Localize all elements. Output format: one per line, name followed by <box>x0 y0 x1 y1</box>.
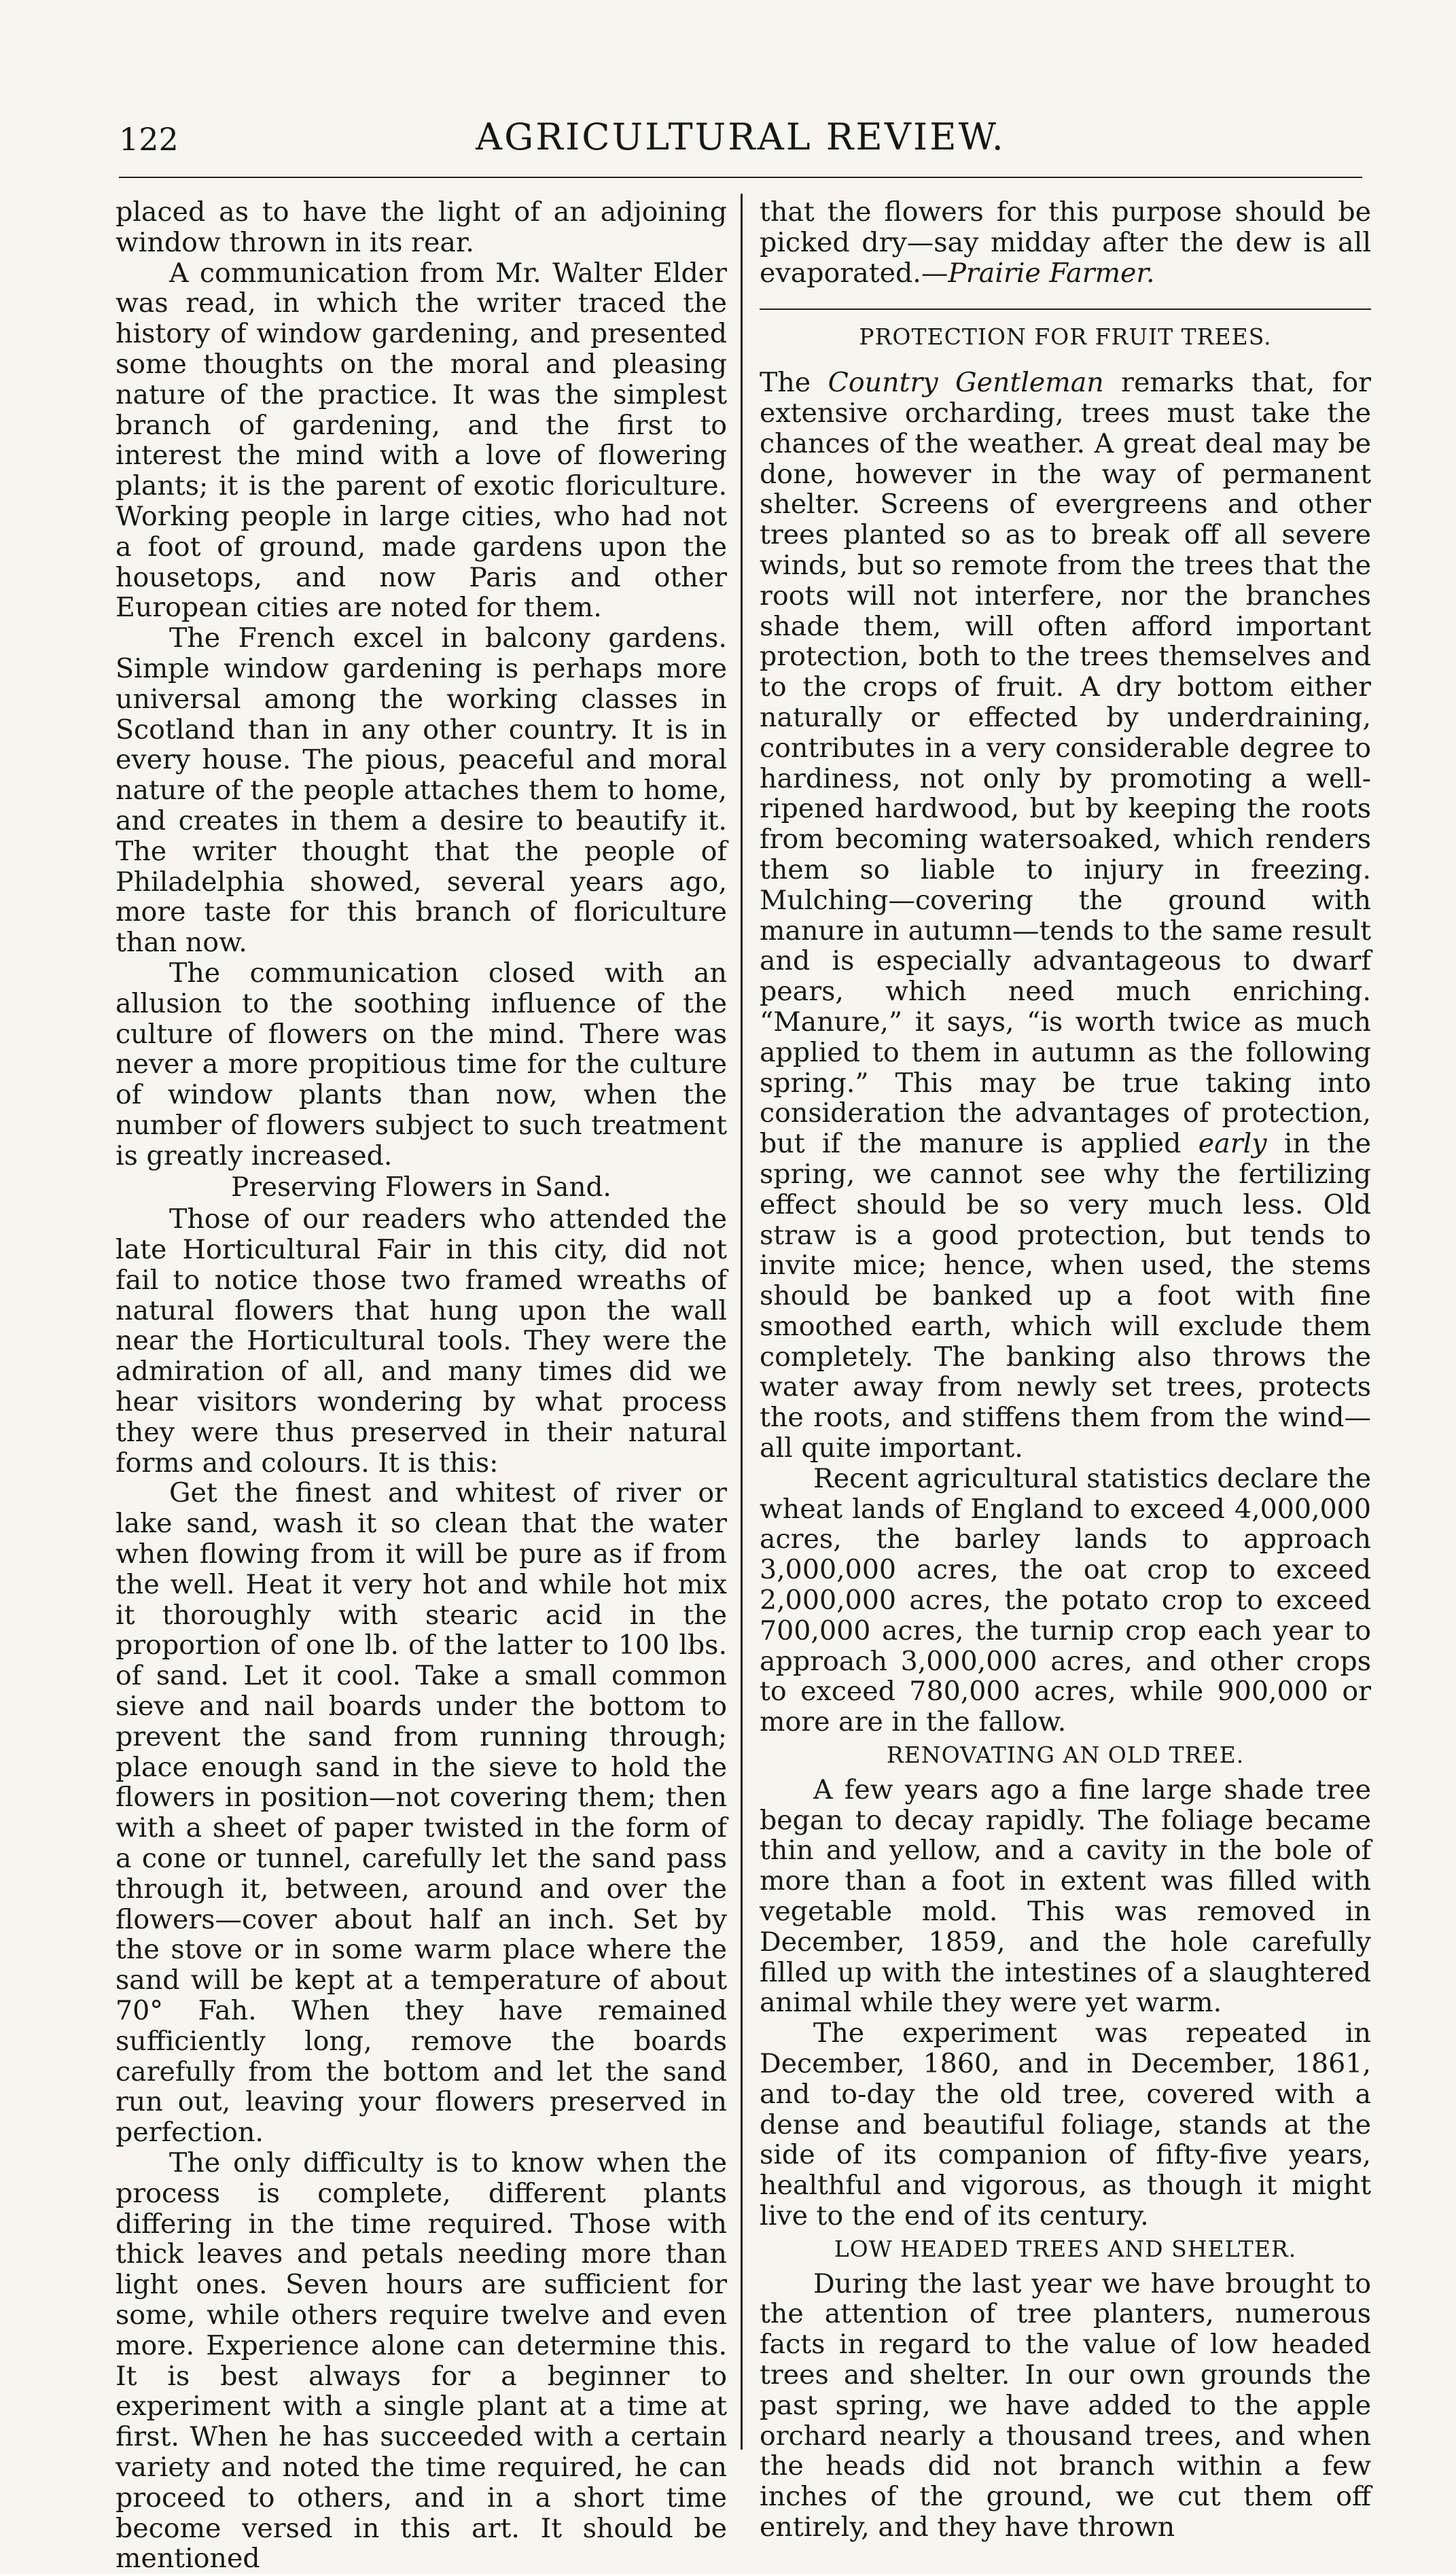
page-number: 122 <box>119 121 179 158</box>
paragraph <box>760 368 1371 1464</box>
paragraph: The only difficulty is to know when the process is complete, different plants differing in the time required. Those with thick leaves and petals needing more than light ones. Seven hours are sufficient for some, while others require twelve and even more. Experience alone can determine this. It is best always for a beginner to experiment with a single plant at a time at first. When he has succeeded with a certain variety and noted the time required, he can proceed to others, and in a short time become versed in this art. It should be mentioned <box>116 2147 727 2574</box>
paragraph: A few years ago a fine large shade tree began to decay rapidly. The foliage became thin and yellow, and a cavity in the bole of more than a foot in extent was filled with vegetable mold. This was removed in December, 1859, and the hole carefully filled up with the intestines of a slaughtered animal while they were yet warm. <box>760 1774 1371 2019</box>
left-column <box>116 197 727 2574</box>
paragraph: Get the finest and whitest of river or lake sand, wash it so clean that the water when flowing from it will be pure as if from the well. Heat it very hot and while hot mix it thoroughly with stearic acid in the proportion of one lb. of the latter to 100 lbs. of sand. Let it cool. Take a small common sieve and nail boards under the bottom to prevent the sand from running through; place enough sand in the sieve to hold the flowers in position—not covering them; then with a sheet of paper twisted in the form of a cone or tunnel, carefully let the sand pass through it, between, around and over the flowers—cover about half an inch. Set by the stove or in some warm place where the sand will be kept at a temperature of about 70° Fah. When they have remained sufficiently long, remove the boards carefully from the bottom and let the sand run out, leaving your flowers preserved in perfection. <box>116 1477 727 2149</box>
paragraph: Those of our readers who attended the late Horticultural Fair in this city, did not fail to notice those two framed wreaths of natural flowers that hung upon the wall near the Horticultural tools. They were the admiration of all, and many times did we hear visitors wondering by what process they were thus preserved in their natural forms and colours. It is this: <box>116 1203 727 1479</box>
paragraph-text: The <box>760 367 828 399</box>
paragraph: The French excel in balcony gardens. Simple window gardening is perhaps more universal among the working classes in Scotland than in any other country. It is in every house. The pious, peaceful and moral nature of the people attaches them to home, and creates in them a desire to beautify it. The writer thought that the people of Philadelphia showed, several years ago, more taste for this branch of floriculture than now. <box>116 622 727 959</box>
header-rule <box>119 177 1362 178</box>
source-citation: Prairie Farmer. <box>948 257 1155 289</box>
paragraph: A communication from Mr. Walter Elder was read, in which the writer traced the history of window gardening, and presented some thoughts on the moral and pleasing nature of the practice. It was the simplest branch of gardening, and the first to interest the mind with a love of flowering plants; it is the parent of exotic floriculture. Working people in large cities, who had not a foot of ground, made gardens upon the housetops, and now Paris and other European cities are noted for them. <box>116 257 727 624</box>
paragraph: The experiment was repeated in December, 1860, and in December, 1861, and to-day the old tree, covered with a dense and beautiful foliage, stands at the side of its companion of fifty-five years, healthful and vigorous, as though it might live to the end of its century. <box>760 2017 1371 2232</box>
paragraph-text: in the spring, we cannot see why the fertilizing effect should be so very much less. Old straw is a good protection, but tends to invite mice; hence, when used, the stems should be banked up a foot with fine smoothed earth, which will exclude them completely. The banking also throws the water away from newly set trees, protects the roots, and stiffens them from the wind—all quite important. <box>760 1128 1371 1464</box>
paragraph <box>760 197 1371 288</box>
article-heading: LOW HEADED TREES AND SHELTER. <box>834 2235 1297 2262</box>
paragraph: placed as to have the light of an adjoining window thrown in its rear. <box>116 196 727 258</box>
paragraph: During the last year we have brought to the attention of tree planters, numerous facts in regard to the value of low headed trees and shelter. In our own grounds the past spring, we have added to the apple orchard nearly a thousand trees, and when the heads did not branch within a few inches of the ground, we cut them off entirely, and they have thrown <box>760 2268 1371 2543</box>
section-subheading: Preserving Flowers in Sand. <box>231 1171 611 1203</box>
article-heading: RENOVATING AN OLD TREE. <box>886 1742 1245 1769</box>
paragraph-text: remarks that, for extensive orcharding, trees must take the chances of the weather. A great deal may be done, however in the way of permanent shelter. Screens of evergreens and other trees planted so as to break off all severe winds, but so remote from the trees that the roots will not interfere, nor the branches shade them, will often afford important protection, both to the trees themselves and to the crops of fruit. A dry bottom either naturally or effected by underdraining, contributes in a very considerable degree to hardiness, not only by promoting a well-ripened hardwood, but by keeping the roots from becoming watersoaked, which renders them so liable to injury in freezing. Mulching—covering the ground with manure in autumn—tends to the same result and is especially advantageous to dwarf pears, which need much enriching. “Manure,” it says, “is worth twice as much applied to them in autumn as the following spring.” This may be true taking into consideration the advantages of protection, but if the manure is applied <box>760 367 1372 1160</box>
right-column <box>760 197 1371 2543</box>
emphasis-text: early <box>1198 1128 1267 1160</box>
journal-title: AGRICULTURAL REVIEW. <box>476 116 1006 158</box>
page-header <box>119 116 1362 163</box>
paragraph-text: that the flowers for this purpose should be picked dry—say midday after the dew is all evaporated.— <box>760 196 1371 289</box>
paragraph: Recent agricultural statistics declare the wheat lands of England to exceed 4,000,000 acres, the barley lands to approach 3,000,000 acres, the oat crop to exceed 2,000,000 acres, the potato crop to exceed 700,000 acres, the turnip crop each year to approach 3,000,000 acres, and other crops to exceed 780,000 acres, while 900,000 or more are in the fallow. <box>760 1462 1371 1738</box>
source-citation: Country Gentleman <box>828 367 1104 399</box>
article-heading: PROTECTION FOR FRUIT TREES. <box>760 308 1371 353</box>
paragraph: The communication closed with an allusion to the soothing influence of the culture of flowers on the mind. There was never a more propitious time for the culture of window plants than now, when the number of flowers subject to such treatment is greatly increased. <box>116 957 727 1171</box>
column-divider <box>741 194 743 2450</box>
